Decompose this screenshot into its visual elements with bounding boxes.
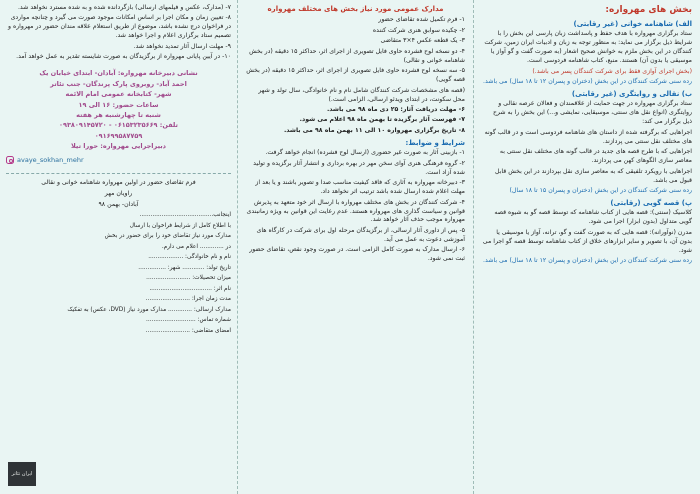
form-line: مدارک مورد نیاز تقاضای خود را برای حضور در بخش <box>104 233 231 240</box>
rule-item: ۷- (مدارک، عکس و فیلمهای ارسالی) بازگردانده شده و به شده مسترد نخواهد شد. <box>17 4 231 11</box>
sections-title: بخش های مهرواره: <box>605 5 692 15</box>
section-a-age: رده سنی شرکت کنندگان در این بخش (دختران و پسران ۱۲ تا ۱۸ سال) می باشد. <box>483 78 692 86</box>
section-c-rule-2: مدرن (نوآورانه): قصه هایی که به صورت گفت و گو، ترانه، آواز یا موسیقی یا بدون آن، با تصویر و سایر ابزارهای خلاق از کتاب شاهنامه توسط قصه گو اجرا می شود. <box>482 228 692 254</box>
condition-item: ۲- گروه فرهنگی هنری آوای سخن مهر در بهره برداری و انتشار آثار برگزیده و تولید شده آزاد است. <box>253 159 465 176</box>
instagram-icon <box>6 156 14 164</box>
condition-item: ۱- بازبینی آثار به صورت غیر حضوری (ارسال لوح فشرده) انجام خواهد گرفت. <box>265 149 465 157</box>
section-a-heading: الف) شاهنامه خوانی (غیر رقابتی) <box>573 20 692 29</box>
documents-title: مدارک عمومی مورد نیاز بخش های مختلف مهرواره <box>267 5 444 13</box>
logo-text: ایران تئاتر <box>11 471 33 477</box>
iran-theater-logo <box>8 462 36 486</box>
form-subtitle: راویان مهر <box>104 190 133 198</box>
office-days: شنبه تا چهارشنبه هر هفته <box>76 110 161 119</box>
form-field: تاریخ تولد: ............ شهر: ............... <box>138 264 231 271</box>
office-hours: ساعات حضور: ۱۶ الی ۱۹ <box>78 100 159 109</box>
section-b-rule-2: اجراهایی که با طرح قصه های جدید در قالب گونه های مختلف نقل سنتی به معاصر سازی الگوهای کهن می پردازند. <box>499 148 692 165</box>
mobile-number: ۰۹۱۶۹۹۵۸۷۷۵۹ <box>94 131 143 140</box>
form-field: مدت زمان اجرا: ........................ <box>145 296 231 303</box>
address-line: نشانی دبیرخانه مهرواره: آبادان- ابتدای خیابان یک <box>39 69 198 78</box>
form-title: فرم تقاضای حضور در اولین مهرواره شاهنامه خوانی و نقالی <box>41 178 196 186</box>
section-a-note: (بخش اجرای آوازی فقط برای شرکت کنندگان پسر می باشد.) <box>532 67 692 75</box>
secretariat-address <box>6 68 231 151</box>
form-line: با اطلاع کامل از شرایط فراخوان با ارسال <box>129 222 231 229</box>
form-field: نام و نام خانوادگی: ................... <box>148 254 231 261</box>
form-line: در ............. اعلام می دارم. <box>161 243 231 250</box>
executive-secretary: دبیراجرایی مهرواره: حورا تیلا <box>70 142 167 151</box>
condition-item: ۶- ارسال مدارک به صورت کامل الزامی است. در صورت وجود نقص، تقاضای حضور ثبت نمی شود. <box>249 246 465 263</box>
form-field: میزان تحصیلات: ........................ <box>146 275 231 282</box>
form-field: امضای متقاضی: ........................ <box>145 327 231 334</box>
rule-item: ۱۰- در آیین پایانی مهرواره از برگزیدگان به صورت شایسته تقدیر به عمل خواهد آمد. <box>16 53 231 61</box>
rule-item: ۸- تعیین زمان و مکان اجرا بر اساس امکانات موجود صورت می گیرد و چنانچه مواردی در فراخوان درج نشده باشد، موضوع از طریق استعلام علاقه مندان حضور در مهرواره و تصمیم ستاد برگزاری اعلام و اجرا خواهد شد. <box>8 14 231 40</box>
doc-item: ۲- چکیده سوابق هنری شرکت کننده <box>372 26 465 34</box>
instagram-handle[interactable] <box>6 156 231 165</box>
documents-column <box>238 0 474 494</box>
section-b-body: ستاد برگزاری مهرواره در جهت حمایت از علاقمندان و فعالان عرصه نقالی و روایتگری (انواع نقل های سنتی، موسیقایی، نمایشی و...) این بخش را به شرح ذیل برگزار می کند: <box>492 100 692 126</box>
section-c-age: رده سنی شرکت کنندگان در این بخش (دختران و پسران ۱۲ تا ۱۸ سال) می باشد. <box>483 257 692 265</box>
doc-item: ۷- فهرست آثار برگزیده تا بهمن ماه ۹۸ اعلام می شود. <box>299 116 465 124</box>
condition-item: ۳- دبیرخانه مهرواره به آثاری که فاقد کیفیت مناسب صدا و تصویر باشند و یا بعد از مهلت اعلام شده ارسال شده باشد ترتیب اثر نخواهد داد. <box>255 179 465 196</box>
condition-item: ۵- پس از داوری آثار ارسالی، از برگزیدگان مرحله اول برای شرکت در کارگاه های آموزشی دعوت به عمل می آید. <box>256 226 465 243</box>
section-b-rule-3: اجراهایی با رویکرد تلفیقی که به معاصر سازی نقل بپردازند در این بخش قابل قبول می باشد. <box>495 167 692 184</box>
sections-column <box>474 0 700 494</box>
condition-item: ۴- شرکت کنندگان در بخش های مختلف مهرواره با ارسال اثر خود متعهد به پذیرش قوانین و سیاست گذاری های مهرواره هستند. عدم رعایت این قوانین به ویژه زمانبندی مهرواره موجب حذف آثار خواهد شد. <box>246 198 465 224</box>
section-a-body: ستاد برگزاری مهرواره با هدف حفظ و پاسداشت زبان پارسی این بخش را با شرایط ذیل برگزار می نماید: به منظور توجه به زبان و ادبیات ایران زمین، شرکت کنندگان در این بخش ملزم به خوانش صحیح اشعار (به صورت گفت و گو آواز یا موسیقی یا بدون آن) هستند. منبع، کتاب شاهنامه فردوسی است. <box>484 30 692 65</box>
info-form-column <box>0 0 238 494</box>
doc-item: (قصه های مشخصات شرکت کنندگان شامل نام و نام خانوادگی، سال تولد و شهر محل سکونت، در ابتدای ویدئو ارسالی، الزامی است.) <box>258 86 465 103</box>
instagram-handle-text: avaye_sokhan_mehr <box>17 155 84 164</box>
form-line: اینجانب........................................ <box>139 212 231 219</box>
doc-item: ۱- فرم تکمیل شده تقاضای حضور <box>378 16 465 24</box>
section-b-heading: ب) نقالی و روایتگری (غیر رقابتی) <box>571 90 692 99</box>
section-b-age: رده سنی شرکت کنندگان در این بخش (دختران و پسران ۱۵ تا ۱۸ سال) <box>509 187 692 195</box>
phone-numbers: تلفن: ۰۶۱۵۳۲۳۵۶۶۹ - ۰۹۳۸۰۹۱۴۵۷۲۰ <box>59 121 178 130</box>
conditions-title: شرایط و ضوابط: <box>405 138 465 147</box>
address-line: احمد آباد- روبروی پارک پرندگان- جنب تئاتر <box>50 79 187 88</box>
doc-item: ۸- تاریخ برگزاری مهرواره ۱۰ الی ۱۱ بهمن ماه ۹۸ می باشد. <box>283 126 465 134</box>
rule-item: ۹- مهلت ارسال آثار تمدید نخواهد شد. <box>133 42 231 50</box>
form-place-date: آبادان- بهمن ۹۸ <box>98 201 139 209</box>
doc-item: ۶- مهلت دریافت آثار: ۲۵ دی ماه ۹۸ می باشد. <box>326 106 465 113</box>
address-line: شهر- کتابخانه عمومی امام الائمه <box>65 90 172 99</box>
section-c-rule-1: کلاسیک (سنتی): قصه هایی از کتاب شاهنامه که توسط قصه گو به شیوه قصه گویی متداول (بدون ابزار) اجرا می شود. <box>494 209 692 226</box>
doc-item: ۳- یک قطعه عکس ۴×۳ متقاضی <box>380 37 465 45</box>
section-c-heading: پ) قصه گویی (رقابتی) <box>610 199 692 208</box>
doc-item: ۵- سه نسخه لوح فشرده حاوی فایل تصویری از اجرای اثر، حداکثر ۱۵ دقیقه (در بخش قصه گویی) <box>246 67 465 84</box>
section-b-rule-1: اجراهایی که برگرفته شده از داستان های شاهنامه فردوسی است و در قالب گونه های مختلف نقل سنتی می پردازند. <box>484 128 692 145</box>
form-field: مدارک ارسالی: ............. مدارک مورد نیاز (DVD، عکس) به تفکیک <box>67 306 231 313</box>
form-field: شماره تماس: ........................... <box>145 317 231 324</box>
doc-item: ۴- دو نسخه لوح فشرده حاوی فایل تصویری از اجرای اثر، حداکثر ۱۵ دقیقه (در بخش شاهنامه خوانی و نقالی) <box>249 47 465 64</box>
application-form <box>6 173 231 336</box>
form-field: نام اثر: .................................. <box>149 285 231 292</box>
